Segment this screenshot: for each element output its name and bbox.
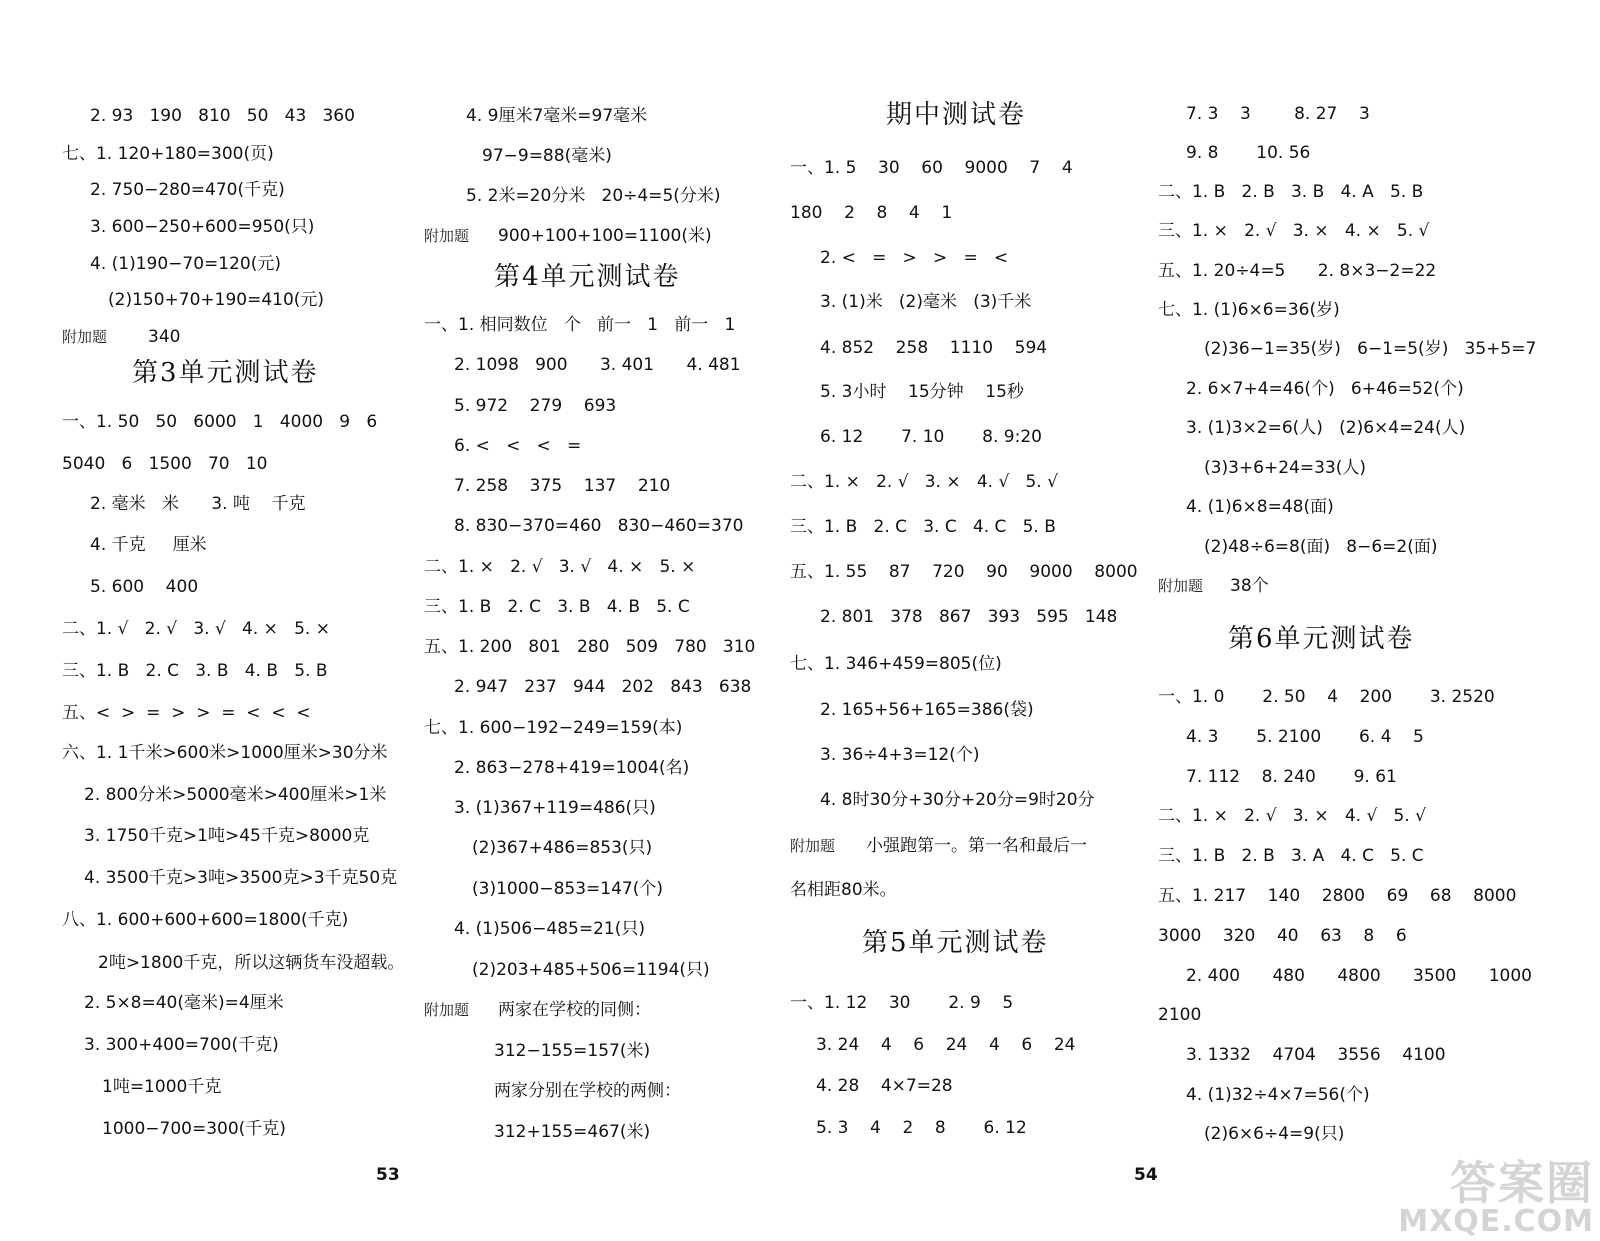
answer-line: 3. (1)3×2=6(人) (2)6×4=24(人) bbox=[1186, 418, 1466, 438]
answer-line: 4. (1)32÷4×7=56(个) bbox=[1186, 1085, 1370, 1105]
extra-question-label: 附加题 bbox=[62, 328, 108, 346]
extra-question-label: 附加题 bbox=[790, 837, 836, 855]
answer-line: 3. 600−250+600=950(只) bbox=[90, 217, 315, 237]
answer-line: 2. < = > > = < bbox=[820, 248, 1009, 268]
answer-line: 4. 9厘米7毫米=97毫米 bbox=[466, 106, 648, 126]
answer-line: 七、1. 346+459=805(位) bbox=[790, 654, 1002, 674]
answer-line: 二、1. × 2. √ 3. √ 4. × 5. × bbox=[424, 557, 696, 577]
answer-line: 3. 1750千克>1吨>45千克>8000克 bbox=[84, 826, 370, 846]
answer-line: 4. 千克 厘米 bbox=[90, 535, 207, 555]
answer-line: 340 bbox=[148, 327, 181, 347]
answer-line: 5. 2米=20分米 20÷4=5(分米) bbox=[466, 186, 721, 206]
answer-line: 3. 36÷4+3=12(个) bbox=[820, 745, 980, 765]
answer-line: 小强跑第一。第一名和最后一 bbox=[866, 836, 1087, 856]
answer-line: 4. 28 4×7=28 bbox=[816, 1076, 953, 1096]
answer-column-2 bbox=[376, 0, 800, 1241]
extra-question-label: 附加题 bbox=[424, 227, 470, 245]
answer-line: 3. 300+400=700(千克) bbox=[84, 1035, 279, 1055]
answer-line: 4. 3 5. 2100 6. 4 5 bbox=[1186, 727, 1424, 747]
answer-line: 5. 3 4 2 8 6. 12 bbox=[816, 1118, 1027, 1138]
answer-line: 一、1. 5 30 60 9000 7 4 bbox=[790, 158, 1073, 178]
answer-line: 七、1. (1)6×6=36(岁) bbox=[1158, 300, 1340, 320]
answer-line: 312+155=467(米) bbox=[494, 1122, 651, 1142]
site-watermark bbox=[1398, 1156, 1594, 1239]
answer-line: 五、1. 20÷4=5 2. 8×3−2=22 bbox=[1158, 261, 1437, 281]
answer-line: 二、1. B 2. B 3. B 4. A 5. B bbox=[1158, 182, 1424, 202]
answer-line: 5040 6 1500 70 10 bbox=[62, 454, 268, 474]
watermark-logo-text: 答案圈 bbox=[1450, 1156, 1594, 1210]
answer-line: (3)1000−853=147(个) bbox=[472, 879, 663, 899]
answer-line: 2. 6×7+4=46(个) 6+46=52(个) bbox=[1186, 379, 1464, 399]
answer-line: 5. 3小时 15分钟 15秒 bbox=[820, 382, 1024, 402]
answer-line: 3. (1)367+119=486(只) bbox=[454, 798, 656, 818]
answer-line: 一、1. 相同数位 个 前一 1 前一 1 bbox=[424, 315, 736, 335]
answer-line: (2)36−1=35(岁) 6−1=5(岁) 35+5=7 bbox=[1204, 339, 1537, 359]
watermark-url: MXQE.COM bbox=[1398, 1204, 1594, 1239]
answer-line: 二、1. √ 2. √ 3. √ 4. × 5. × bbox=[62, 619, 330, 639]
answer-line: 2吨>1800千克，所以这辆货车没超载。 bbox=[98, 953, 405, 973]
answer-line: 5. 600 400 bbox=[90, 577, 199, 597]
answer-column-3 bbox=[790, 0, 1170, 1241]
answer-line: 4. (1)506−485=21(只) bbox=[454, 919, 645, 939]
answer-line: 三、1. B 2. C 3. C 4. C 5. B bbox=[790, 517, 1056, 537]
answer-line: 三、1. B 2. C 3. B 4. B 5. C bbox=[424, 597, 690, 617]
answer-line: 2. 750−280=470(千克) bbox=[90, 180, 285, 200]
answer-line: 180 2 8 4 1 bbox=[790, 203, 953, 223]
answer-line: 1000−700=300(千克) bbox=[102, 1119, 286, 1139]
answer-line: 4. (1)190−70=120(元) bbox=[90, 254, 281, 274]
answer-line: 五、1. 217 140 2800 69 68 8000 bbox=[1158, 886, 1517, 906]
answer-line: 6. 12 7. 10 8. 9:20 bbox=[820, 427, 1042, 447]
extra-question-label: 附加题 bbox=[1158, 577, 1204, 595]
answer-line: 2. 801 378 867 393 595 148 bbox=[820, 607, 1118, 627]
answer-line: (2)6×6÷4=9(只) bbox=[1204, 1124, 1345, 1144]
unit-test-title: 第3单元测试卷 bbox=[132, 358, 319, 388]
answer-line: 4. 8时30分+30分+20分=9时20分 bbox=[820, 790, 1095, 810]
answer-line: 名相距80米。 bbox=[790, 880, 897, 900]
answer-line: 2. 毫米 米 3. 吨 千克 bbox=[90, 494, 306, 514]
answer-line: 4. 852 258 1110 594 bbox=[820, 338, 1048, 358]
answer-line: 三、1. B 2. B 3. A 4. C 5. C bbox=[1158, 846, 1424, 866]
answer-line: 三、1. × 2. √ 3. × 4. × 5. √ bbox=[1158, 221, 1430, 241]
answer-line: 7. 258 375 137 210 bbox=[454, 476, 671, 496]
answer-line: (2)150+70+190=410(元) bbox=[108, 290, 325, 310]
answer-line: 6. < < < = bbox=[454, 436, 582, 456]
answer-line: 五、< > = > > = < < < bbox=[62, 703, 311, 723]
answer-line: 一、1. 12 30 2. 9 5 bbox=[790, 993, 1014, 1013]
answer-line: (3)3+6+24=33(人) bbox=[1204, 458, 1366, 478]
midterm-test-title: 期中测试卷 bbox=[886, 100, 1027, 130]
answer-line: 1吨=1000千克 bbox=[102, 1077, 222, 1097]
answer-line: (2)203+485+506=1194(只) bbox=[472, 960, 710, 980]
answer-line: 9. 8 10. 56 bbox=[1186, 143, 1311, 163]
answer-line: 2. 800分米>5000毫米>400厘米>1米 bbox=[84, 785, 387, 805]
page-number: 54 bbox=[1134, 1165, 1158, 1185]
answer-line: 8. 830−370=460 830−460=370 bbox=[454, 516, 744, 536]
answer-line: 二、1. × 2. √ 3. × 4. √ 5. √ bbox=[790, 472, 1058, 492]
answer-line: 4. 3500千克>3吨>3500克>3千克50克 bbox=[84, 868, 398, 888]
answer-line: (2)367+486=853(只) bbox=[472, 838, 653, 858]
answer-line: 六、1. 1千米>600米>1000厘米>30分米 bbox=[62, 743, 388, 763]
answer-line: 一、1. 0 2. 50 4 200 3. 2520 bbox=[1158, 687, 1495, 707]
answer-line: 一、1. 50 50 6000 1 4000 9 6 bbox=[62, 412, 378, 432]
answer-line: 4. (1)6×8=48(面) bbox=[1186, 497, 1334, 517]
answer-line: 3. 1332 4704 3556 4100 bbox=[1186, 1045, 1446, 1065]
answer-line: 三、1. B 2. C 3. B 4. B 5. B bbox=[62, 661, 328, 681]
extra-question-label: 附加题 bbox=[424, 1001, 470, 1019]
answer-line: 3. 24 4 6 24 4 6 24 bbox=[816, 1035, 1076, 1055]
answer-line: 两家在学校的同侧： bbox=[498, 1000, 651, 1020]
answer-line: 五、1. 200 801 280 509 780 310 bbox=[424, 637, 756, 657]
answer-line: 2. 947 237 944 202 843 638 bbox=[454, 677, 752, 697]
answer-line: 二、1. × 2. √ 3. × 4. √ 5. √ bbox=[1158, 806, 1426, 826]
answer-line: 2. 863−278+419=1004(名) bbox=[454, 758, 690, 778]
answer-line: 312−155=157(米) bbox=[494, 1041, 651, 1061]
answer-line: 900+100+100=1100(米) bbox=[498, 226, 712, 246]
page-number: 53 bbox=[376, 1165, 400, 1185]
unit-test-title: 第5单元测试卷 bbox=[862, 928, 1049, 958]
answer-line: 2100 bbox=[1158, 1005, 1202, 1025]
answer-column-4 bbox=[1134, 0, 1600, 1241]
answer-line: (2)48÷6=8(面) 8−6=2(面) bbox=[1204, 537, 1438, 557]
answer-line: 7. 3 3 8. 27 3 bbox=[1186, 104, 1370, 124]
answer-line: 七、1. 120+180=300(页) bbox=[62, 144, 274, 164]
answer-line: 八、1. 600+600+600=1800(千克) bbox=[62, 910, 349, 930]
answer-line: 2. 165+56+165=386(袋) bbox=[820, 700, 1034, 720]
answer-line: 7. 112 8. 240 9. 61 bbox=[1186, 767, 1397, 787]
answer-line: 5. 972 279 693 bbox=[454, 396, 617, 416]
answer-line: 3. (1)米 (2)毫米 (3)千米 bbox=[820, 292, 1032, 312]
unit-test-title: 第4单元测试卷 bbox=[494, 262, 681, 292]
answer-line: 2. 400 480 4800 3500 1000 bbox=[1186, 966, 1533, 986]
answer-line: 两家分别在学校的两侧： bbox=[494, 1081, 681, 1101]
answer-line: 七、1. 600−192−249=159(本) bbox=[424, 718, 683, 738]
answer-line: 2. 5×8=40(毫米)=4厘米 bbox=[84, 993, 284, 1013]
answer-line: 3000 320 40 63 8 6 bbox=[1158, 926, 1407, 946]
answer-line: 97−9=88(毫米) bbox=[482, 146, 612, 166]
answer-column-1 bbox=[0, 0, 410, 1241]
answer-line: 2. 1098 900 3. 401 4. 481 bbox=[454, 355, 741, 375]
answer-line: 2. 93 190 810 50 43 360 bbox=[90, 106, 355, 126]
unit-test-title: 第6单元测试卷 bbox=[1228, 624, 1415, 654]
answer-line: 五、1. 55 87 720 90 9000 8000 bbox=[790, 562, 1138, 582]
answer-line: 38个 bbox=[1230, 576, 1269, 596]
